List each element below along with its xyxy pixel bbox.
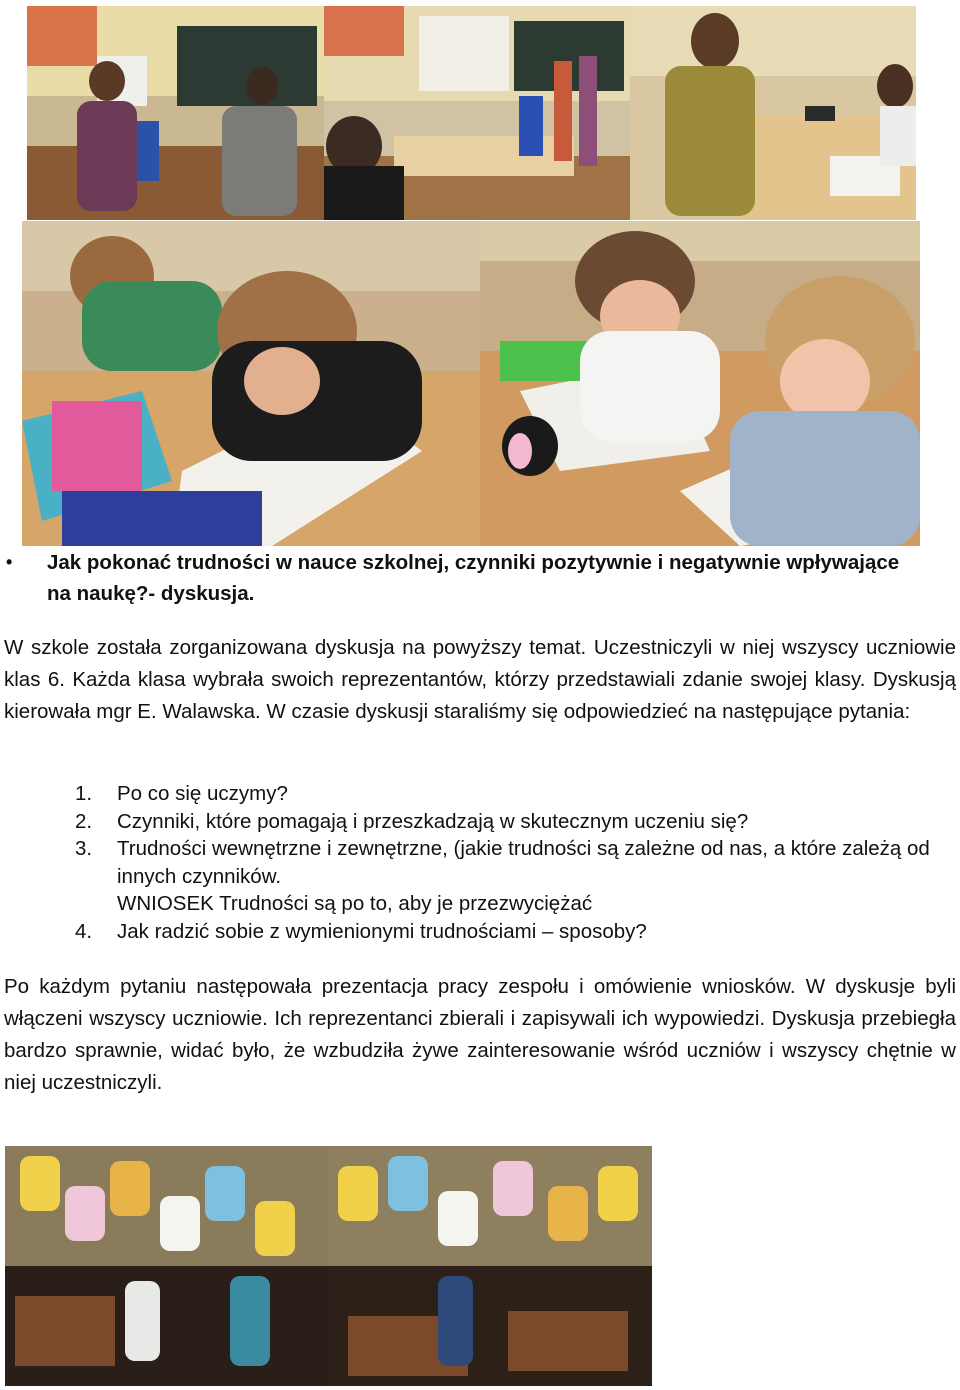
list-item-text: Po co się uczymy? <box>117 782 288 805</box>
list-item <box>60 780 940 808</box>
question-list <box>60 780 940 945</box>
list-item <box>60 918 940 946</box>
bullet-icon: • <box>6 552 13 572</box>
classroom-discussion-photo-2 <box>324 6 630 220</box>
list-item-number: 1. <box>75 782 93 805</box>
students-writing-photo-1 <box>22 221 480 546</box>
conclusion-text: WNIOSEK Trudności są po to, aby je przezwyciężać <box>117 892 593 915</box>
intro-paragraph: W szkole została zorganizowana dyskusja na powyższy temat. Uczestniczyli w niej wszyscy uczniowie klas 6. Każda klasa wybrała swoich reprezentantów, którzy przedstawiali zdanie swojej klasy. Dyskusją kierowała mgr E. Walawska. W czasie dyskusji staraliśmy się odpowiedzieć na następujące pytania: <box>4 636 956 723</box>
list-item-text: Trudności wewnętrzne i zewnętrzne, (jakie trudności są zależne od nas, a które zależą od innych czynników. <box>117 837 930 888</box>
list-item-number: 4. <box>75 919 93 943</box>
classroom-discussion-photo-1 <box>27 6 324 220</box>
conclusion-line <box>60 890 940 918</box>
list-item <box>60 808 940 836</box>
list-item-text: Czynniki, które pomagają i przeszkadzają w skutecznym uczeniu się? <box>117 809 749 833</box>
assembly-hall-photo-1 <box>5 1146 328 1386</box>
heading-text: Jak pokonać trudności w nauce szkolnej, czynniki pozytywnie i negatywnie wpływające na naukę?- dyskusja. <box>47 551 900 605</box>
classroom-discussion-photo-3 <box>630 6 916 220</box>
assembly-hall-photo-2 <box>328 1146 652 1386</box>
list-item <box>60 835 940 890</box>
list-item-number: 2. <box>75 809 93 833</box>
students-writing-photo-2 <box>480 221 920 546</box>
list-item-number: 3. <box>75 837 93 860</box>
section-heading <box>4 547 924 609</box>
list-item-text: Jak radzić sobie z wymienionymi trudnościami – sposoby? <box>117 919 647 943</box>
summary-paragraph: Po każdym pytaniu następowała prezentacja pracy zespołu i omówienie wniosków. W dyskusje byli włączeni wszyscy uczniowie. Ich reprezentanci zbierali i zapisywali ich wypowiedzi. Dyskusja przebiegła bardzo sprawnie, widać było, że wzbudziła żywe zainteresowanie wśród uczniów i wszyscy chętnie w niej uczestniczyli. <box>4 975 956 1094</box>
